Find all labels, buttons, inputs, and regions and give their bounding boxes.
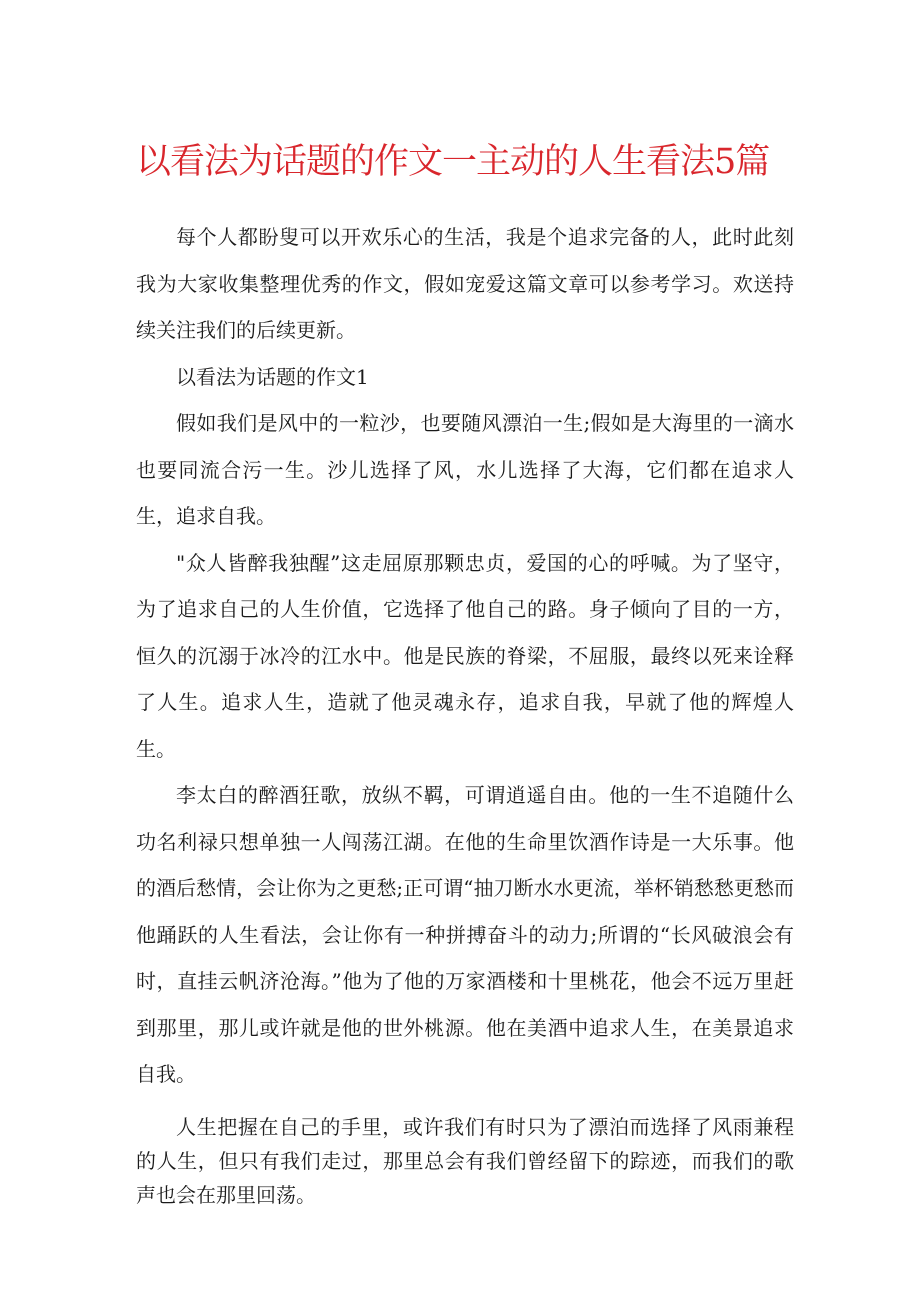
document-body xyxy=(136,214,794,1212)
body-paragraph: "众人皆醉我独醒”这走屈原那颗忠贞，爱国的心的呼喊。为了坚守，为了追求自己的人生价值，它选择了他自己的路。身子倾向了目的一方，恒久的沉溺于冰冷的江水中。他是民族的脊梁，不屈服，最终以死来诠释了人生。追求人生，造就了他灵魂永存，追求自我，早就了他的辉煌人生。 xyxy=(136,550,794,761)
section-heading: 以看法为话题的作文1 xyxy=(176,364,369,389)
closing-paragraph: 人生把握在自己的手里，或许我们有时只为了漂泊而选择了风雨兼程的人生，但只有我们走过，那里总会有我们曾经留下的踪迹，而我们的歌声也会在那里回荡。 xyxy=(136,1114,794,1207)
body-paragraph: 假如我们是风中的一粒沙，也要随风漂泊一生;假如是大海里的一滴水也要同流合污一生。沙儿选择了风，水儿选择了大海，它们都在追求人生，追求自我。 xyxy=(136,411,794,528)
body-paragraph: 李太白的醉酒狂歌，放纵不羁，可谓逍遥自由。他的一生不追随什么功名利禄只想单独一人闯荡江湖。在他的生命里饮酒作诗是一大乐事。他的酒后愁情，会让你为之更愁;正可谓“抽刀断水水更流，举杯销愁愁更愁而他踊跃的人生看法，会让你有一种拼搏奋斗的动力;所谓的“长风破浪会有时，直挂云帆济沧海。”他为了他的万家酒楼和十里桃花，他会不远万里赶到那里，那儿或许就是他的世外桃源。他在美酒中追求人生，在美景追求自我。 xyxy=(136,783,794,1086)
document-title: 以看法为话题的作文一主动的人生看法5篇 xyxy=(136,142,770,182)
intro-paragraph: 每个人都盼叟可以开欢乐心的生活，我是个追求完备的人，此时此刻我为大家收集整理优秀的作文，假如宠爱这篇文章可以参考学习。欢送持续关注我们的后续更新。 xyxy=(136,225,794,342)
